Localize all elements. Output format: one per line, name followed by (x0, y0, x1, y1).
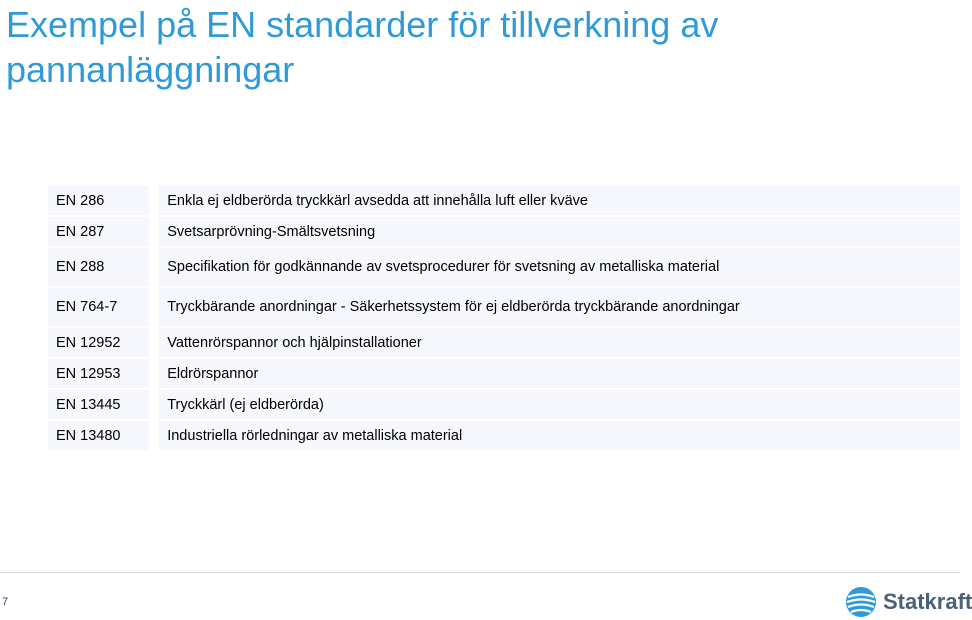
footer-divider (0, 572, 960, 573)
table-row (48, 216, 960, 247)
table-row (48, 327, 960, 358)
statkraft-logo-icon (845, 586, 877, 618)
logo-wordmark: Statkraft (883, 589, 972, 614)
standard-code: EN 13445 (48, 389, 154, 420)
page-number: 7 (2, 596, 9, 608)
table-row (48, 358, 960, 389)
standard-code: EN 13480 (48, 420, 154, 451)
standard-description: Specifikation för godkännande av svetsprocedurer för svetsning av metalliska material (154, 247, 960, 287)
table-row (48, 186, 960, 216)
standard-description: Vattenrörspannor och hjälpinstallationer (154, 327, 960, 358)
standards-table (48, 186, 960, 452)
standard-description: Enkla ej eldberörda tryckkärl avsedda att innehålla luft eller kväve (154, 186, 960, 216)
standard-description: Industriella rörledningar av metalliska material (154, 420, 960, 451)
slide-title: Exempel på EN standarder för tillverkning av pannanläggningar (6, 4, 719, 90)
standard-code: EN 287 (48, 216, 154, 247)
standard-description: Eldrörspannor (154, 358, 960, 389)
table-row (48, 389, 960, 420)
standard-description: Svetsarprövning-Smältsvetsning (154, 216, 960, 247)
table-row (48, 287, 960, 327)
standard-code: EN 764-7 (48, 287, 154, 327)
standard-code: EN 288 (48, 247, 154, 287)
table-row (48, 247, 960, 287)
standard-description: Tryckkärl (ej eldberörda) (154, 389, 960, 420)
standard-code: EN 286 (48, 186, 154, 216)
standard-code: EN 12952 (48, 327, 154, 358)
statkraft-logo (845, 586, 972, 618)
standard-description: Tryckbärande anordningar - Säkerhetssystem för ej eldberörda tryckbärande anordningar (154, 287, 960, 327)
table-row (48, 420, 960, 451)
standard-code: EN 12953 (48, 358, 154, 389)
